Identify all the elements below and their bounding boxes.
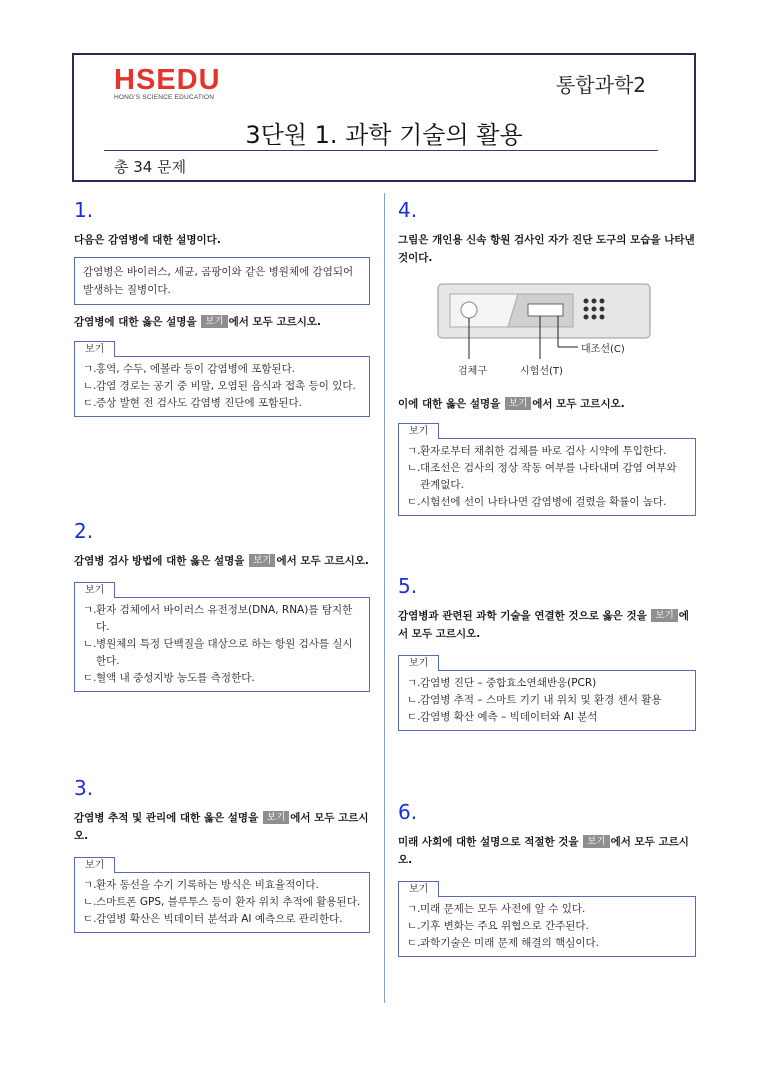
bogi-box bbox=[74, 597, 370, 692]
item-key: ㄱ. bbox=[407, 677, 421, 689]
bogi-label: 보기 bbox=[74, 582, 115, 598]
sample-area bbox=[450, 294, 518, 327]
bogi-item bbox=[407, 460, 687, 494]
bogi-section bbox=[74, 337, 370, 417]
item-text: 증상 발현 전 검사도 감염병 진단에 포함된다. bbox=[96, 397, 302, 409]
item-key: ㄱ. bbox=[407, 903, 421, 915]
item-text: 감염 경로는 공기 중 비말, 오염된 음식과 접촉 등이 있다. bbox=[96, 380, 356, 392]
bogi-tag: 보기 bbox=[651, 609, 677, 622]
prompt-text: 감염병과 관련된 과학 기술을 연결한 것으로 옳은 것을 bbox=[398, 610, 647, 622]
item-text: 과학기술은 미래 문제 해결의 핵심이다. bbox=[420, 937, 599, 949]
question-5 bbox=[398, 574, 696, 731]
bogi-label: 보기 bbox=[74, 341, 115, 357]
bogi-label: 보기 bbox=[398, 423, 439, 439]
prompt-text: 이에 대한 옳은 설명을 bbox=[398, 398, 501, 410]
bogi-item bbox=[407, 675, 687, 692]
item-key: ㄴ. bbox=[407, 694, 421, 706]
bogi-item bbox=[407, 709, 687, 726]
bogi-item bbox=[407, 918, 687, 935]
bogi-section bbox=[398, 651, 696, 731]
bogi-box bbox=[74, 356, 370, 417]
item-text: 홍역, 수두, 에볼라 등이 감염병에 포함된다. bbox=[96, 363, 296, 375]
bogi-item bbox=[83, 378, 361, 395]
question-count: 총 34 문제 bbox=[114, 158, 187, 176]
bogi-box bbox=[398, 670, 696, 731]
item-key: ㄱ. bbox=[407, 445, 421, 457]
prompt-text: 감염병에 대한 옳은 설명을 bbox=[74, 316, 197, 328]
item-text: 혈액 내 중성지방 농도를 측정한다. bbox=[96, 672, 255, 684]
prompt-text-end: 에서 모두 고르시오. bbox=[398, 836, 689, 866]
item-text: 환자 검체에서 바이러스 유전정보(DNA, RNA)를 탐지한다. bbox=[96, 604, 353, 633]
prompt-text-end: 에서 모두 고르시오. bbox=[532, 398, 625, 410]
question-prompt bbox=[74, 809, 370, 845]
question-2 bbox=[74, 519, 370, 692]
item-key: ㄴ. bbox=[407, 920, 421, 932]
subject-title: 통합과학2 bbox=[555, 73, 646, 97]
prompt-text-end: 에서 모두 고르시오. bbox=[398, 610, 689, 640]
item-key: ㄴ. bbox=[407, 462, 421, 474]
item-text: 환자 동선을 수기 기록하는 방식은 비효율적이다. bbox=[96, 879, 319, 891]
item-text: 감염병 추적 – 스마트 기기 내 위치 및 환경 센서 활용 bbox=[420, 694, 662, 706]
bogi-tag: 보기 bbox=[583, 835, 609, 848]
question-intro: 다음은 감염병에 대한 설명이다. bbox=[74, 234, 221, 246]
item-text: 스마트폰 GPS, 블루투스 등이 환자 위치 추적에 활용된다. bbox=[96, 896, 361, 908]
sample-well-icon bbox=[461, 302, 477, 318]
question-1 bbox=[74, 198, 370, 417]
prompt-text: 미래 사회에 대한 설명으로 적절한 것을 bbox=[398, 836, 579, 848]
info-box: 감염병은 바이러스, 세균, 곰팡이와 같은 병원체에 감염되어 발생하는 질병이다. bbox=[74, 257, 370, 305]
bogi-item bbox=[83, 395, 361, 412]
item-text: 대조선은 검사의 정상 작동 여부를 나타내며 감염 여부와 관계없다. bbox=[420, 462, 677, 491]
item-key: ㄷ. bbox=[83, 672, 97, 684]
item-key: ㄷ. bbox=[83, 397, 97, 409]
bogi-item bbox=[83, 670, 361, 687]
item-key: ㄴ. bbox=[83, 380, 97, 392]
question-intro: 그림은 개인용 신속 항원 검사인 자가 진단 도구의 모습을 나타낸 것이다. bbox=[398, 234, 695, 264]
test-kit-figure bbox=[398, 279, 698, 389]
question-prompt bbox=[398, 395, 696, 413]
item-text: 감염병 확산 예측 – 빅데이터와 AI 분석 bbox=[420, 711, 598, 723]
item-text: 병원체의 특정 단백질을 대상으로 하는 항원 검사를 실시한다. bbox=[96, 638, 353, 667]
title-divider bbox=[104, 150, 658, 151]
question-number: 1. bbox=[74, 198, 94, 222]
question-prompt bbox=[74, 313, 370, 331]
bogi-section bbox=[398, 419, 696, 516]
item-key: ㄴ. bbox=[83, 896, 97, 908]
question-number: 5. bbox=[398, 574, 418, 598]
bogi-item bbox=[407, 494, 687, 511]
hsedu-logo bbox=[114, 65, 221, 101]
question-number: 2. bbox=[74, 519, 94, 543]
item-text: 감염병 확산은 빅데이터 분석과 AI 예측으로 관리한다. bbox=[96, 913, 343, 925]
question-prompt bbox=[398, 607, 696, 643]
question-number: 6. bbox=[398, 800, 418, 824]
item-key: ㄷ. bbox=[83, 913, 97, 925]
prompt-text-end: 에서 모두 고르시오. bbox=[276, 555, 369, 567]
item-key: ㄱ. bbox=[83, 363, 97, 375]
item-key: ㄷ. bbox=[407, 711, 421, 723]
result-strip bbox=[528, 304, 563, 316]
question-prompt bbox=[398, 833, 696, 869]
prompt-text: 감염병 검사 방법에 대한 옳은 설명을 bbox=[74, 555, 245, 567]
sample-label: 검체구 bbox=[458, 366, 487, 377]
bogi-item bbox=[83, 911, 361, 928]
bogi-item bbox=[407, 901, 687, 918]
question-6 bbox=[398, 800, 696, 957]
unit-title: 3단원 1. 과학 기술의 활용 bbox=[245, 121, 523, 149]
logo-text: HSEDU bbox=[114, 64, 221, 96]
bogi-box bbox=[74, 872, 370, 933]
bogi-tag: 보기 bbox=[201, 315, 227, 328]
item-key: ㄱ. bbox=[83, 879, 97, 891]
bogi-item bbox=[407, 692, 687, 709]
item-key: ㄱ. bbox=[83, 604, 97, 616]
prompt-text-end: 에서 모두 고르시오. bbox=[228, 316, 322, 328]
worksheet-header bbox=[72, 53, 696, 182]
control-line-label: 대조선(C) bbox=[581, 344, 625, 355]
question-4 bbox=[398, 198, 696, 516]
item-text: 기후 변화는 주요 위협으로 간주된다. bbox=[420, 920, 589, 932]
column-divider bbox=[384, 193, 385, 1003]
prompt-text-end: 에서 모두 고르시오. bbox=[74, 812, 369, 842]
bogi-tag: 보기 bbox=[263, 811, 289, 824]
item-text: 환자로부터 채취한 검체를 바로 검사 시약에 투입한다. bbox=[420, 445, 667, 457]
item-text: 감염병 진단 – 중합효소연쇄반응(PCR) bbox=[420, 677, 597, 689]
item-key: ㄷ. bbox=[407, 496, 421, 508]
bogi-item bbox=[83, 636, 361, 670]
question-number: 3. bbox=[74, 776, 94, 800]
prompt-text: 감염병 추적 및 관리에 대한 옳은 설명을 bbox=[74, 812, 259, 824]
vent-holes-icon bbox=[584, 299, 605, 320]
bogi-section bbox=[398, 877, 696, 957]
bogi-tag: 보기 bbox=[249, 554, 275, 567]
bogi-section bbox=[74, 578, 370, 692]
item-key: ㄷ. bbox=[407, 937, 421, 949]
bogi-item bbox=[83, 894, 361, 911]
bogi-item bbox=[83, 877, 361, 894]
bogi-item bbox=[407, 935, 687, 952]
bogi-label: 보기 bbox=[398, 881, 439, 897]
item-text: 미래 문제는 모두 사전에 알 수 있다. bbox=[420, 903, 586, 915]
question-3 bbox=[74, 776, 370, 933]
bogi-item bbox=[83, 361, 361, 378]
bogi-box bbox=[398, 438, 696, 516]
bogi-box bbox=[398, 896, 696, 957]
logo-subtitle: HONG'S SCIENCE EDUCATION bbox=[114, 94, 215, 101]
bogi-tag: 보기 bbox=[505, 397, 531, 410]
test-line-label: 시험선(T) bbox=[520, 366, 563, 377]
question-number: 4. bbox=[398, 198, 418, 222]
bogi-label: 보기 bbox=[74, 857, 115, 873]
question-prompt bbox=[74, 552, 370, 570]
item-text: 시험선에 선이 나타나면 감염병에 걸렸을 확률이 높다. bbox=[420, 496, 667, 508]
bogi-item bbox=[407, 443, 687, 460]
item-key: ㄴ. bbox=[83, 638, 97, 650]
bogi-label: 보기 bbox=[398, 655, 439, 671]
bogi-section bbox=[74, 853, 370, 933]
bogi-item bbox=[83, 602, 361, 636]
